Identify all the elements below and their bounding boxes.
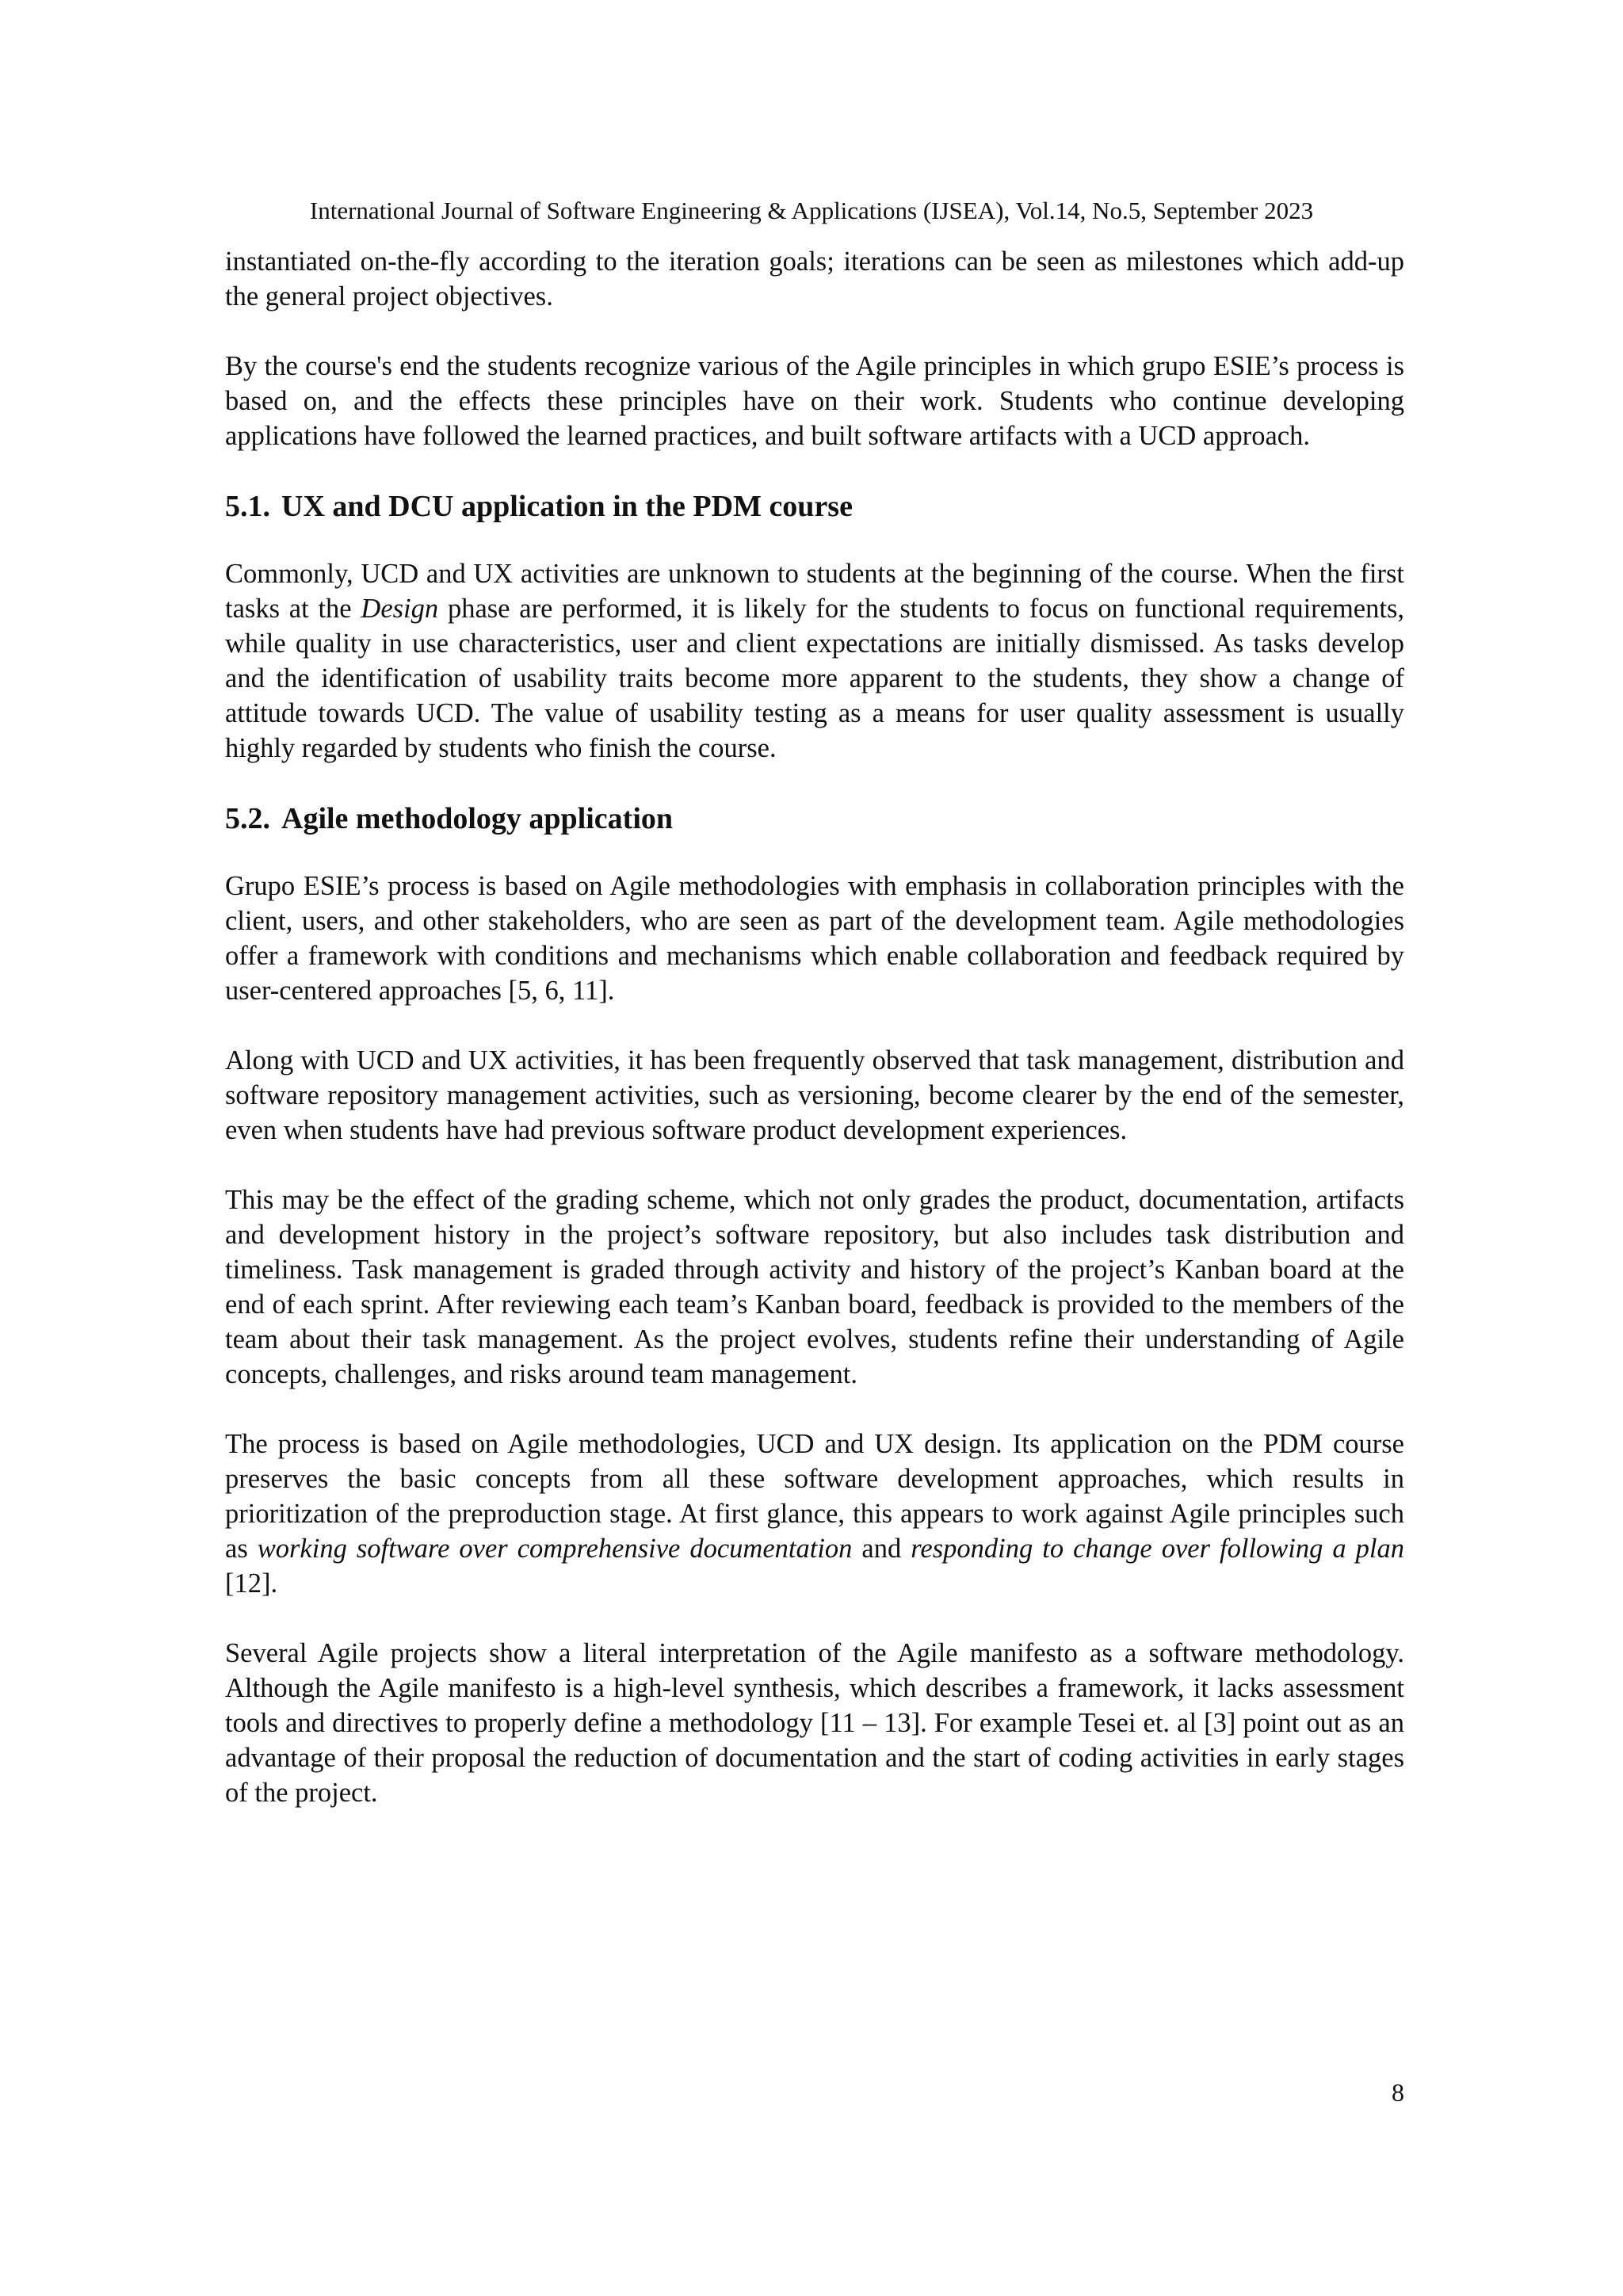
paragraph-grading-scheme: This may be the effect of the grading scheme, which not only grades the product, documentation, artifacts and development history in the project’s software repository, but also includes task distribution and timeliness. Task management is graded through activity and history of the project’s Kanban board at the end of each sprint. After reviewing each team’s Kanban board, feedback is provided to the members of the team about their task management. As the project evolves, students refine their understanding of Agile concepts, challenges, and risks around team management. <box>225 1185 1404 1389</box>
text-run: The process is based on Agile methodologies, UCD and UX design. Its application on the PDM course preserves the basic concepts from all these software development approaches, which results in prioritization of the preproduction stage. At first glance, this appears to work against Agile principles such as <box>225 1429 1404 1564</box>
section-heading-5-2 <box>225 800 1404 837</box>
paragraph-continuation: instantiated on-the-fly according to the iteration goals; iterations can be seen as milestones which add-up the general project objectives. <box>225 246 1404 311</box>
text-run: [12]. <box>225 1568 278 1599</box>
article-body <box>225 244 1404 1845</box>
paragraph-task-management: Along with UCD and UX activities, it has been frequently observed that task management, distribution and software repository management activities, such as versioning, become clearer by the end of the semester, even when students have had previous software product development experiences. <box>225 1045 1404 1145</box>
paragraph-agile-manifesto: Several Agile projects show a literal interpretation of the Agile manifesto as a software methodology. Although the Agile manifesto is a high-level synthesis, which describes a framework, it lacks assessment tools and directives to properly define a methodology [11 – 13]. For example Tesei et. al [3] point out as an advantage of their proposal the reduction of documentation and the start of coding activities in early stages of the project. <box>225 1638 1404 1808</box>
section-heading-5-1 <box>225 488 1404 525</box>
page-number: 8 <box>1392 2078 1404 2107</box>
section-title: UX and DCU application in the PDM course <box>281 490 853 523</box>
section-number: 5.2. <box>225 802 270 835</box>
paragraph-course-end: By the course's end the students recognize various of the Agile principles in which grupo ESIE’s process is based on, and the effects these principles have on their work. Students who continue developing applications have followed the learned practices, and built software artifacts with a UCD approach. <box>225 351 1404 451</box>
text-run: phase are performed, it is likely for the students to focus on functional requirements, while quality in use characteristics, user and client expectations are initially dismissed. As tasks develop and the identification of usability traits become more apparent to the students, they show a change of attitude towards UCD. The value of usability testing as a means for user quality assessment is usually highly regarded by students who finish the course. <box>225 594 1404 763</box>
section-title: Agile methodology application <box>281 802 674 835</box>
text-run: and <box>852 1534 911 1564</box>
paragraph-ucd-ux <box>225 556 1404 766</box>
text-run: Commonly, UCD and UX activities are unknown to students at the beginning of the course. When the first tasks at the <box>225 559 1404 624</box>
italic-principle-2: responding to change over following a plan <box>911 1534 1404 1564</box>
section-number: 5.1. <box>225 490 270 523</box>
running-header: International Journal of Software Engineering & Applications (IJSEA), Vol.14, No.5, September 2023 <box>309 197 1314 224</box>
italic-term-design: Design <box>361 594 439 624</box>
paragraph-grupo-esie: Grupo ESIE’s process is based on Agile methodologies with emphasis in collaboration principles with the client, users, and other stakeholders, who are seen as part of the development team. Agile methodologies offer a framework with conditions and mechanisms which enable collaboration and feedback required by user-centered approaches [5, 6, 11]. <box>225 871 1404 1006</box>
paragraph-process-basis <box>225 1427 1404 1601</box>
italic-principle-1: working software over comprehensive documentation <box>257 1534 853 1564</box>
